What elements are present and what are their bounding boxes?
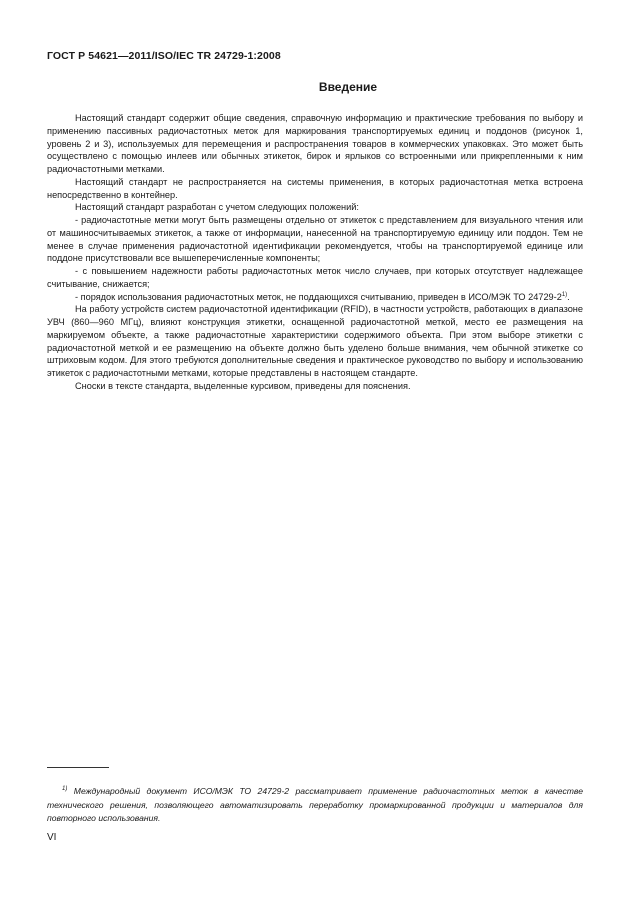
section-title (0, 80, 630, 94)
paragraph-footnotes-note: Сноски в тексте стандарта, выделенные курсивом, приведены для пояснения. (75, 380, 411, 391)
section-title-text: Введение (318, 80, 378, 94)
footnote-text: Международный документ ИСО/МЭК ТО 24729-2 рассматривает применение радиочастотных меток в качестве технического решения, позволяющего автоматизировать переработку промаркированной продукции и материалов для повторного использования. (47, 786, 584, 824)
paragraph-rfid: На работу устройств систем радиочастотной идентификации (RFID), в частности устройств, работающих в диапазоне УВЧ (860—960 МГц), влияют конструкция этикетки, оснащенной радиочастотной меткой, место ее размещения на маркируемом объекте, а также радиочастотные характеристики содержимого объекта. При этом выборе этикетки с радиочастотной меткой и ее размещению на объекте должно быть уделено больше внимания, чем обычной этикетке со штриховым кодом. Для этого требуются дополнительные сведения и практическое руководство по выбору и использованию этикеток с радиочастотными метками, которые представлены в настоящем стандарте. (47, 304, 583, 378)
body-text (47, 112, 583, 393)
footnote-reference[interactable]: 1) (561, 291, 568, 298)
footnote-mark: 1) (62, 786, 68, 792)
paragraph-item-1: - радиочастотные метки могут быть размещены отдельно от этикеток с представлением для визуального чтения или от машиносчитываемых этикеток, а также от информации, нанесенной на транспортируемую единицу или поддон. Тем не менее в случае применения радиочастотной идентификации рекомендуется, чтобы на транспортируемой единице или поддоне присутствовали все вышеперечисленные компоненты; (47, 215, 583, 264)
footnote (47, 785, 583, 826)
footnote-divider (47, 767, 109, 768)
paragraph-scope: Настоящий стандарт не распространяется на системы применения, в которых радиочастотная метка встроена непосредственно в контейнер. (47, 176, 583, 200)
page-number: VI (47, 832, 57, 843)
document-header: ГОСТ Р 54621—2011/ISO/IEC TR 24729-1:2008 (47, 50, 281, 62)
paragraph-basis: Настоящий стандарт разработан с учетом следующих положений: (75, 202, 359, 213)
paragraph-item-3 (47, 291, 583, 304)
paragraph-item-3-tail: . (567, 291, 570, 302)
paragraph-item-2: - с повышением надежности работы радиочастотных меток число случаев, при которых отсутствует надлежащее считывание, снижается; (47, 266, 583, 289)
paragraph-intro: Настоящий стандарт содержит общие сведения, справочную информацию и практические требования по выбору и применению пассивных радиочастотных меток для маркирования транспортируемых единиц и поддонов (рисунок 1, уровень 2 и 3), используемых для перемещения и распространения товаров в коммерческих упаковках. Это может быть осуществлено с помощью инлеев или обычных этикеток, бирок и ярлыков со встроенными или прикрепленными к ним радиочастотными метками. (47, 113, 583, 174)
paragraph-item-3-text: - порядок использования радиочастотных меток, не поддающихся считыванию, приведен в ИСО/МЭК ТО 24729-2 (75, 291, 562, 302)
